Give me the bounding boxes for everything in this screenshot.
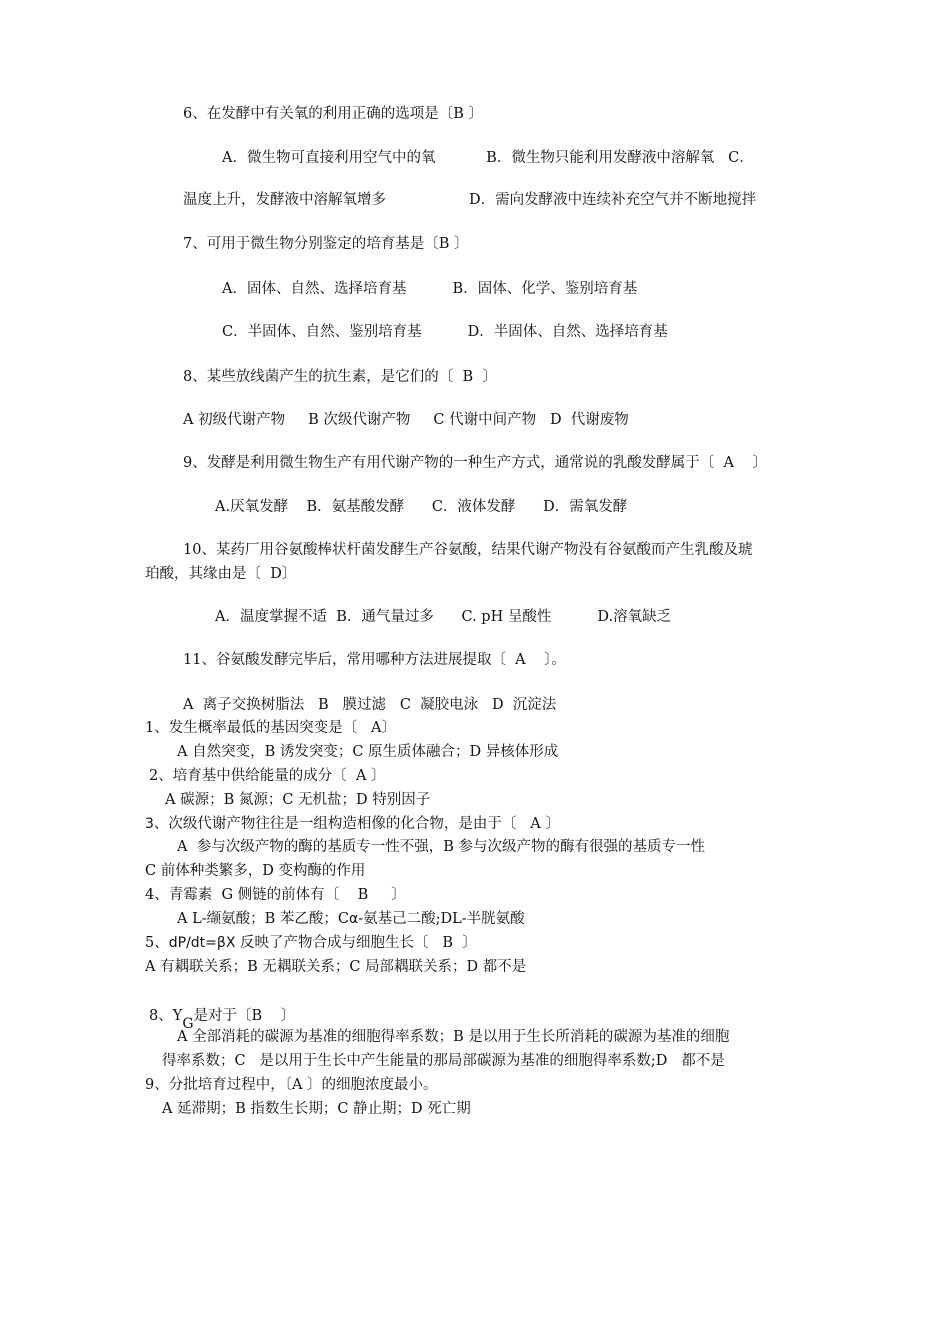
q8-options: A 初级代谢产物 B 次级代谢产物 C 代谢中间产物 D 代谢废物: [183, 412, 629, 428]
q7-options-line2: C．半固体、自然、鉴别培育基 D．半固体、自然、选择培育基: [222, 324, 668, 340]
b-q2-options: A 碳源；B 氮源；C 无机盐；D 特别因子: [165, 792, 431, 808]
b-q4-question: 4、青霉素 G 侧链的前体有〔 B 〕: [145, 887, 406, 903]
b-q4-alpha: α: [348, 911, 359, 927]
q6-options-line1: A．微生物可直接利用空气中的氧 B．微生物只能利用发酵液中溶解氧 C．: [222, 150, 754, 166]
b-q5-formula: dP/dt=βX: [168, 935, 236, 951]
b-q3-number: 3: [145, 816, 154, 832]
b-q2-question: 2、培育基中供给能量的成分〔 A 〕: [149, 768, 386, 784]
q6-question: 6、在发酵中有关氧的利用正确的选项是〔B 〕: [183, 106, 483, 122]
b-q8-text: 是对于〔B 〕: [193, 1008, 296, 1024]
b-q9-question: 9、分批培育过程中，〔A 〕的细胞浓度最小。: [145, 1077, 438, 1093]
q11-options: A 离子交换树脂法 B 膜过滤 C 凝胶电泳 D 沉淀法: [183, 697, 557, 713]
q9-options: A.厌氧发酵 B．氨基酸发酵 C．液体发酵 D．需氧发酵: [215, 499, 628, 515]
b-q1-question: 1、发生概率最低的基因突变是〔 A〕: [145, 720, 397, 736]
b-q5-question: [145, 934, 477, 952]
b-q4-options-b: -氨基己二酸;DL-半胱氨酸: [358, 911, 525, 927]
b-q3-options-line1: A 参与次级产物的酶的基质专一性不强，B 参与次级产物的酶有很强的基质专一性: [177, 839, 705, 855]
b-q5-options: A 有耦联关系；B 无耦联关系；C 局部耦联关系；D 都不是: [145, 959, 527, 975]
b-q3-question: [145, 815, 560, 833]
b-q5-number: 5、: [145, 935, 169, 951]
b-q8-options-line1: A 全部消耗的碳源为基准的细胞得率系数；B 是以用于生长所消耗的碳源为基准的细胞: [177, 1029, 730, 1045]
q10-options: A．温度掌握不适 B．通气量过多 C. pH 呈酸性 D.溶氧缺乏: [215, 609, 672, 625]
b-q8-options-line2: 得率系数；C 是以用于生长中产生能量的那局部碳源为基准的细胞得率系数;D 都不是: [162, 1053, 725, 1069]
q8-question: 8、某些放线菌产生的抗生素，是它们的〔 B 〕: [183, 369, 497, 385]
b-q3-options-line2: C 前体种类繁多，D 变构酶的作用: [145, 863, 366, 879]
q7-options-line1: A．固体、自然、选择培育基 B．固体、化学、鉴别培育基: [222, 281, 638, 297]
b-q9-options: A 延滞期；B 指数生长期；C 静止期；D 死亡期: [162, 1101, 471, 1117]
q6-options-line2: 温度上升，发酵液中溶解氧增多 D．需向发酵液中连续补充空气并不断地搅拌: [183, 192, 757, 208]
q7-question: 7、可用于微生物分别鉴定的培育基是〔B 〕: [183, 236, 469, 252]
b-q5-text: 反映了产物合成与细胞生长〔 B 〕: [235, 935, 477, 951]
q9-question: 9、发酵是利用微生物生产有用代谢产物的一种生产方式，通常说的乳酸发酵属于〔 A 〕: [183, 455, 767, 471]
b-q8-number: 8、Y: [149, 1008, 183, 1024]
q10-question-line1: 10、某药厂用谷氨酸棒状杆菌发酵生产谷氨酸，结果代谢产物没有谷氨酸而产生乳酸及琥: [183, 542, 753, 558]
b-q8-subscript: G: [182, 1016, 194, 1032]
q11-question: 11、谷氨酸发酵完毕后，常用哪种方法进展提取〔 A 〕。: [183, 652, 566, 668]
b-q4-options: [177, 910, 525, 928]
b-q4-options-a: A L-缬氨酸；B 苯乙酸；C: [177, 911, 349, 927]
b-q1-options: A 自然突变，B 诱发突变；C 原生质体融合；D 异核体形成: [177, 744, 559, 760]
q10-question-line2: 珀酸，其缘由是〔 D〕: [145, 566, 297, 582]
b-q3-text: 、次级代谢产物往往是一组构造相像的化合物，是由于〔 A 〕: [153, 816, 560, 832]
